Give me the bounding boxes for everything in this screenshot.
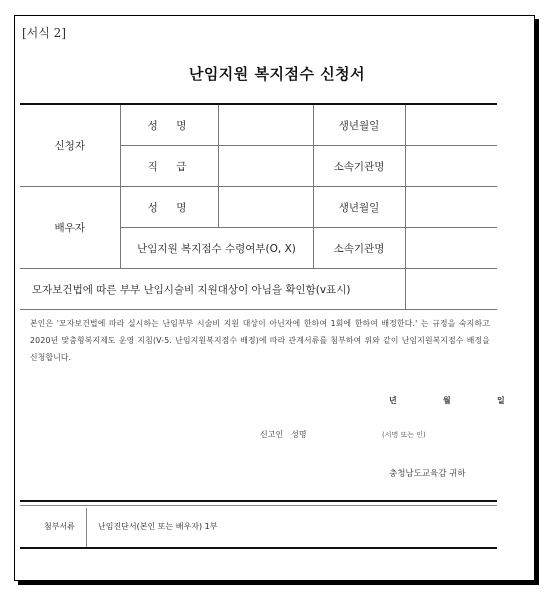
applicant-birth-label: 생년월일 [313,104,405,146]
spouse-name-field[interactable] [218,187,313,228]
spouse-birth-field[interactable] [405,187,497,228]
spouse-row-1 [20,187,497,228]
spouse-birth-label: 생년월일 [313,187,405,228]
signature-note: (서명 또는 인) [382,431,426,439]
applicant-position-label: 직 급 [120,146,218,187]
date-day: 일 [497,396,505,405]
confirm-row [20,269,497,310]
attachment-divider [86,508,87,547]
applicant-birth-field[interactable] [405,104,497,146]
spouse-name-label: 성 명 [120,187,218,228]
applicant-group-label: 신청자 [20,104,120,187]
signature-label: 신고인 성명 [260,430,307,439]
applicant-name-label: 성 명 [120,104,218,146]
attachment-label: 첨부서류 [44,522,75,531]
form-title: 난임지원 복지점수 신청서 [188,65,366,83]
form-number: [서식 2] [22,26,66,40]
divider-top-thick [20,500,497,502]
addressee: 충청남도교육감 귀하 [389,469,466,479]
spouse-group-label: 배우자 [20,187,120,269]
applicant-position-field[interactable] [218,146,313,187]
declaration-text: 본인은 '모자보건법에 따라 실시하는 난임부부 시술비 지원 대상이 아닌자에 한하여 1회에 한하여 배정한다.' 는 규정을 숙지하고 2020년 맞춤형복지제도 운영 지침(V-5. 난임지원복지점수 배정)에 따라 관계서류를 첨부하여 위와 같이 난임지원복지점수 배정을 신청합니다. [30,319,490,362]
confirm-statement: 모자보건법에 따른 부부 난임시술비 지원대상이 아님을 확인함(v표시) [20,269,405,310]
attachment-value: 난임진단서(본인 또는 배우자) 1부 [98,522,218,531]
spouse-affiliation-label: 소속기관명 [313,228,405,269]
applicant-affiliation-label: 소속기관명 [313,146,405,187]
divider-top-thin [20,505,497,506]
confirm-checkbox[interactable] [405,269,497,310]
applicant-affiliation-field[interactable] [405,146,497,187]
date-year: 년 [389,396,397,405]
spouse-affiliation-field[interactable] [405,228,497,269]
spouse-received-label: 난임지원 복지점수 수령여부(O, X) [120,228,313,269]
applicant-name-field[interactable] [218,104,313,146]
applicant-row-1 [20,104,497,146]
date-month: 월 [443,396,451,405]
application-table [20,103,497,310]
divider-bottom-thick [20,547,497,549]
